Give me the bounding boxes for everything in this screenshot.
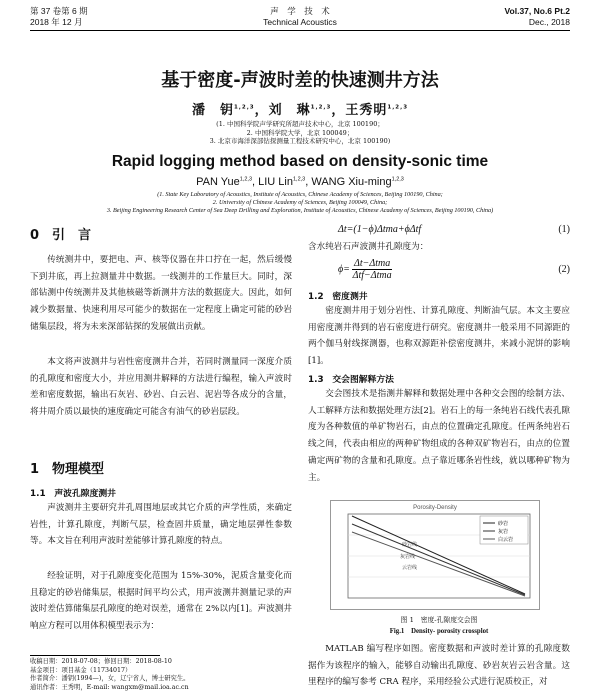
subsection-heading-density: 1.2 密度测井 — [308, 292, 368, 302]
equation-intro-text: 含水纯岩石声波测井孔隙度为： — [308, 242, 429, 252]
figure-legend-item: 灰岩 — [498, 529, 509, 535]
figure-line-label: 灰岩线 — [400, 554, 416, 560]
author-en-2: LIU Lin — [258, 176, 293, 188]
affiliation-en-line: 3. Beijing Engineering Research Center of Sea Deep Drilling and Exploration, Institute of Acoustics, Chinese Academy of Sciences, Beijing 100190, China) — [106, 207, 494, 215]
figure-plot-title: Porosity-Density — [413, 505, 457, 511]
author-en-2-sup: 1,2,3 — [292, 176, 306, 183]
equation-2 — [308, 256, 570, 284]
author-en-sep: , — [252, 176, 259, 188]
equation-1-body: Δt=(1−ϕ)Δtma+ϕΔtf — [338, 224, 422, 235]
affiliations-cn — [0, 120, 600, 146]
paragraph-matlab: MATLAB 编写程序如图。密度数据和声波时差计算的孔隙度数据作为该程序的输入，能够自动输出孔隙度、砂岩灰岩云岩含量。这里程序的编写参考 CRA 程序，采用经验公式进行泥质校正，对 — [308, 644, 570, 688]
figure-legend-item: 砂岩 — [498, 521, 509, 527]
footnote-received: 收稿日期：2018-07-08；修回日期：2018-08-10 — [30, 658, 172, 665]
author-cn-2: 刘 琳 — [268, 103, 311, 118]
figure-line-label: 砂岩线 — [402, 542, 418, 548]
author-cn-2-sup: 1,2,3 — [310, 104, 332, 111]
equation-2-denominator: Δtf−Δtma — [352, 270, 392, 281]
figure-line-label: 云岩线 — [402, 565, 418, 571]
equation-1 — [308, 224, 570, 240]
figure-legend-item: 白云岩 — [498, 537, 514, 543]
header-journal-cn: 声 学 技 术 — [270, 6, 330, 16]
author-en-1: PAN Yue — [196, 176, 240, 188]
author-cn-sep: ， — [331, 103, 346, 118]
authors-cn — [0, 99, 600, 118]
author-en-sep: , — [305, 176, 312, 188]
header-journal-en: Technical Acoustics — [263, 17, 337, 27]
header-rule — [30, 30, 570, 31]
section-heading-intro: 0 引 言 — [30, 228, 92, 243]
header-volume-cn: 第 37 卷第 6 期 — [30, 6, 88, 16]
equation-2-numerator: Δt−Δtma — [354, 258, 391, 269]
footnotes — [30, 658, 292, 692]
footnote-author: 作者简介：潘钥(1994—)，女，辽宁省人，博士研究生。 — [30, 675, 190, 682]
affiliation-cn-line: 2. 中国科学院大学，北京 100049； — [246, 128, 354, 137]
header-volume-en: Vol.37, No.6 Pt.2 — [504, 6, 570, 16]
equation-2-fraction — [352, 258, 392, 281]
subsection-heading-sonic: 1.1 声波孔隙度测井 — [30, 489, 116, 499]
affiliation-cn-line: 3. 北京市海洋深部钻探测量工程技术研究中心，北京 100190) — [209, 137, 391, 145]
paragraph-intro-2: 本文将声波测井与岩性密度测井合并，若同时测量同一深度介质的孔隙度和密度大小，并应用测井解释的方法进行编程，输入声波时差和密度数据，输出石灰岩、砂岩、白云岩、泥岩等各成分的含量，将井周介质以最快的速度确定可能含有油气的砂岩层段。 — [30, 357, 292, 418]
footnote-fund: 基金项目：项目基金（11734017） — [30, 666, 132, 674]
paragraph-crossplot: 交会图技术是指测井解释和数据处理中各种交会图的绘制方法、人工解释方法和数据处理方法[2]。岩石上的每一条纯岩石线代表孔隙度为各种数值的单矿物岩石，由点的位置确定孔隙度。任两条纯岩石线之间，代表由相应的两种矿物组成的各种双矿物岩石，由点的位置确定两矿物的含量和孔隙度。点子靠近哪条岩性线，就以哪种矿物为主。 — [308, 389, 570, 483]
author-cn-1-sup: 1,2,3 — [233, 104, 255, 111]
author-en-3: WANG Xiu-ming — [311, 176, 392, 188]
subsection-heading-crossplot: 1.3 交会图解释方法 — [308, 375, 394, 385]
section-heading-model: 1 物理模型 — [30, 462, 105, 477]
equation-2-number: (2) — [558, 264, 570, 275]
paragraph-density: 密度测井用于划分岩性、计算孔隙度、判断油气层。本文主要应用密度测井得到的岩石密度进行研究。密度测井一般采用不同源距的两个伽马射线探测器，也称双源距补偿密度测井，来减小泥饼的影响[1]。 — [308, 306, 570, 367]
page-title-en: Rapid logging method based on density-sonic time — [111, 153, 489, 170]
author-en-3-sup: 1,2,3 — [391, 176, 404, 183]
equation-2-lhs: ϕ= — [338, 264, 350, 275]
author-cn-3-sup: 1,2,3 — [387, 104, 409, 111]
affiliation-cn-line: (1. 中国科学院声学研究所超声技术中心，北京 100190； — [216, 120, 384, 128]
header-date-cn: 2018 年 12 月 — [30, 17, 83, 27]
paragraph-sonic-1: 声波测井主要研究井孔周围地层或其它介质的声学性质，来确定岩性，计算孔隙度，判断气层，检查固井质量，确定地层弹性参数等。本文旨在利用声波时差能够计算孔隙度的特点。 — [30, 503, 292, 547]
footnote-contact: 通讯作者：王秀明，E-mail: wangxm@mail.ioa.ac.cn — [30, 683, 189, 691]
author-cn-1: 潘 钥 — [191, 103, 234, 118]
page-title-cn: 基于密度-声波时差的快速测井方法 — [161, 70, 439, 91]
author-cn-sep: ， — [254, 103, 269, 118]
affiliations-en — [0, 191, 600, 216]
author-en-1-sup: 1,2,3 — [239, 176, 252, 183]
footnote-rule — [30, 655, 160, 656]
paragraph-sonic-2: 经验证明，对于孔隙度变化范围为 15%-30%，泥质含量变化而且稳定的砂岩储集层，根据时间平均公式，用声波测井测量记录的声波时差估算储集层孔隙度的绝对误差，通常在 2%以内[1]。声波测井响应方程可以用体积模型表示为： — [30, 571, 292, 632]
affiliation-en-line: (1. State Key Laboratory of Acoustics, Institute of Acoustics, Chinese Academy of Sciences, Beijing 100190, China; — [157, 191, 443, 198]
figure-crossplot — [330, 500, 540, 610]
figure-caption-en: Fig.1 Density- porosity crossplot — [389, 628, 489, 635]
paragraph-intro-1: 传统测井中，要把电、声、核等仪器在井口拧在一起，然后缓慢下到井底，再上拉测量井中数据。一线测井的工作量巨大。同时，深部钻测中传统测井及其他核磁等新测井方法的数据庞大。因此，如何减少数据量、快速利用尽可能少的数据在一定程度上确定可能的砂岩储集层段，将为未来深部钻探的发展做出贡献。 — [30, 255, 292, 332]
equation-1-number: (1) — [558, 224, 570, 235]
affiliation-en-line: 2. University of Chinese Academy of Sciences, Beijing 100049, China; — [212, 199, 388, 207]
authors-en — [0, 176, 600, 188]
author-cn-3: 王秀明 — [345, 103, 388, 118]
header-date-en: Dec., 2018 — [528, 17, 570, 27]
figure-caption-cn: 图 1 密度-孔隙度交会图 — [400, 616, 478, 624]
